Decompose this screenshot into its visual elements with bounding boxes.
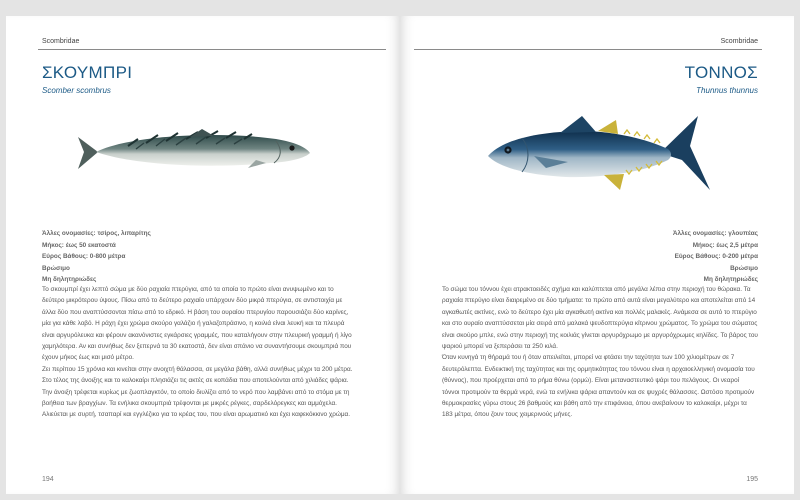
right-page	[400, 16, 794, 494]
page-number: 195	[746, 476, 758, 483]
species-title: ΤΟΝΝΟΣ	[684, 63, 758, 82]
paragraph: Ζει περίπου 15 χρόνια και κινείται στην ανοιχτή θάλασσα, σε μεγάλα βάθη, αλλά συνήθως μέχρι τα 200 μέτρα. Στο τέλος της άνοιξης και το καλοκαίρι πλησιάζει τις ακτές σε κοπάδια που αποτελούνται από χιλιάδες ψάρια. Την άνοιξη τρέφεται κυρίως με ζωοπλαγκτόν, το οποίο διυλίζει από το νερό που λαμβάνει από το στόμα με τη βοήθεια των βραγχίων. Τα ενήλικα σκουμπριά τρέφονται με μικρές ρέγκες, σαρδελόρεγκες και αμμόχελα.	[42, 365, 353, 408]
info-edible: Βρώσιμο	[730, 264, 758, 272]
scientific-name: Thunnus thunnus	[696, 86, 758, 95]
species-info	[673, 228, 758, 286]
info-other-names: Άλλες ονομασίες: γλουπέας	[672, 230, 758, 237]
page-number: 194	[42, 476, 54, 483]
running-head: Scombridae	[720, 38, 758, 45]
info-other-names: Άλλες ονομασίες: τσίρος, λιπαρίτης	[42, 230, 151, 237]
info-depth-range: Εύρος Βάθους: 0-800 μέτρα	[42, 253, 126, 260]
mackerel-illustration	[70, 124, 316, 180]
info-non-poisonous: Μη δηλητηριώδες	[42, 276, 97, 283]
info-length: Μήκος: έως 2,5 μέτρα	[692, 241, 758, 249]
species-info	[42, 228, 151, 286]
header-rule	[414, 49, 762, 50]
running-head: Scombridae	[42, 38, 80, 45]
paragraph: Το σώμα του τόννου έχει ατρακτοειδές σχήμα και καλύπτεται από μεγάλα λέπια στην περιοχή του θώρακα. Τα ραχιαία πτερύγιο είναι διαιρεμένο σε δύο τμήματα: το πρώτο από αυτά είναι μεγαλύτερο και αποτελείται από 14 αγκαθωτές ακτίνες, ενώ το δεύτερο έχει μία αγκαθωτή ακτίνα και πολλές μαλακές. Ανάμεσα σε αυτό το πτερύγιο και στο ουραίο αναπτύσσεται μία σειρά από μαλακά ψευδοπτερύγια κίτρινου χρώματος. Το χρώμα του σώματος είναι σκούρο μπλε, ενώ στην περιοχή της κοιλιάς γίνεται αργυρόχρωμο με αργυρόχρωμες κηλίδες. Το βάρος του ψαριού μπορεί να ξεπεράσει τα 250 κιλά.	[442, 286, 758, 351]
info-length: Μήκος: έως 50 εκατοστά	[42, 241, 116, 249]
info-edible: Βρώσιμο	[42, 264, 70, 272]
book-spread	[6, 16, 794, 494]
info-depth-range: Εύρος Βάθους: 0-200 μέτρα	[674, 253, 758, 260]
species-title: ΣΚΟΥΜΠΡΙ	[42, 63, 133, 82]
body-text	[442, 284, 758, 421]
info-non-poisonous: Μη δηλητηριώδες	[703, 276, 758, 283]
tuna-illustration	[484, 112, 716, 194]
scientific-name: Scomber scombrus	[42, 86, 111, 95]
paragraph: Το σκουμπρί έχει λεπτό σώμα με δύο ραχιαία πτερύγια, από τα οποία το πρώτο είναι ανυψωμένο και το δεύτερο μικρότερου ύψους. Πίσω από το δεύτερο ραχιαίο υπάρχουν δύο μικρά πτερύγια, σε αντιστοιχία με άλλα δύο που αναπτύσσονται πίσω από το εδρικό. Η βάση του ουραίου πτερυγίου παρουσιάζει δύο καρίνες, μία για κάθε λοβό. Η ράχη έχει χρώμα σκούρο γαλάζιο ή γαλαζοπράσινο, η κοιλιά είναι λευκή και τα πλευρά είναι αργυρόλευκα και φέρουν ακανόνιστες εγκάρσιες γραμμές, που καταλήγουν στην πλευρική γραμμή ή λίγο χαμηλότερα. Αν και συνήθως δεν ξεπερνά τα 30 εκατοστά, δεν είναι σπάνιο να συναντήσουμε σκουμπριά που έχουν μήκος έως και μισό μέτρο.	[42, 286, 352, 362]
paragraph: Αλιεύεται με συρτή, τσαπαρί και εγγλέζικο για το κρέας του, που είναι αρωματικό και έχει καφεκόκκινο χρώμα.	[42, 411, 350, 419]
left-page	[6, 16, 400, 494]
body-text	[42, 284, 356, 421]
header-rule	[38, 49, 386, 50]
paragraph: Όταν κυνηγά τη θήραμά του ή όταν απειλείται, μπορεί να φτάσει την ταχύτητα των 100 χιλιομέτρων σε 7 δευτερόλεπτα. Ενδεικτική της ταχύτητας και της ορμητικότητας του τόννου είναι η αρχαιοελληνική ονομασία του (θύννος), που προέρχεται από το ρήμα θύνω (ορμώ). Είναι μεταναστευτικό ψάρι του πελάγους. Οι νεαροί τόννοι προτιμούν τα θερμά νερά, ενώ τα ενήλικα ψάρια απαντούν και σε ψυχρές θάλασσες. Ωστόσο προτιμούν θερμοκρασίες γύρω στους 26 βαθμούς και βάθη από την επιφάνεια, όπου ανεβαίνουν το καλοκαίρι, μέχρι τα 183 μέτρα, όπου ζουν τους χειμερινούς μήνες.	[442, 354, 755, 419]
